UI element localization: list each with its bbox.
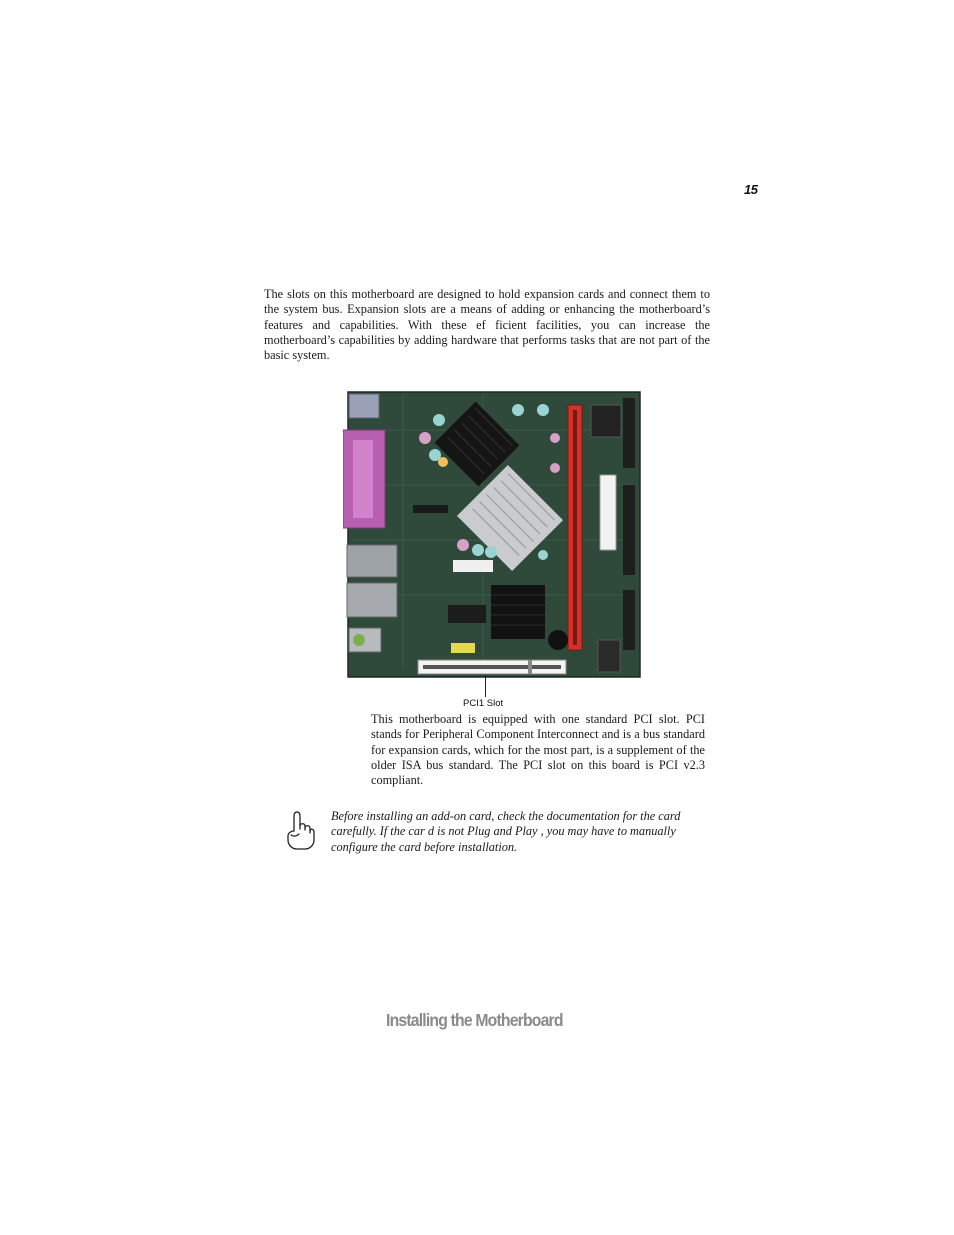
pci-slot-leader-line bbox=[485, 675, 486, 697]
page-number: 15 bbox=[744, 182, 758, 197]
motherboard-photo bbox=[343, 390, 643, 680]
note-text: Before installing an add-on card, check the documentation for the card carefully. If the car d is not Plug and Play , you may have to manually configure the card before installation. bbox=[331, 809, 681, 854]
footer-section-title: Installing the Motherboard bbox=[386, 1010, 563, 1030]
pci-slot-label: PCI1 Slot bbox=[463, 698, 504, 709]
intro-paragraph: The slots on this motherboard are designed to hold expansion cards and connect them to the system bus. Expansion slots are a means of adding or enhancing the motherboard’s features and capabilities. With these ef ficient facilities, you can increase the motherboard’s capabilities by adding hardware that performs tasks that are not part of the basic system. bbox=[264, 287, 710, 363]
pci-description: This motherboard is equipped with one standard PCI slot. PCI stands for Peripheral Component Interconnect and is a bus standard for expansion cards, which for the most part, is a supplement of the older ISA bus standard. The PCI slot on this board is PCI v2.3 compliant. bbox=[371, 712, 705, 788]
pointing-hand-icon bbox=[283, 809, 317, 853]
